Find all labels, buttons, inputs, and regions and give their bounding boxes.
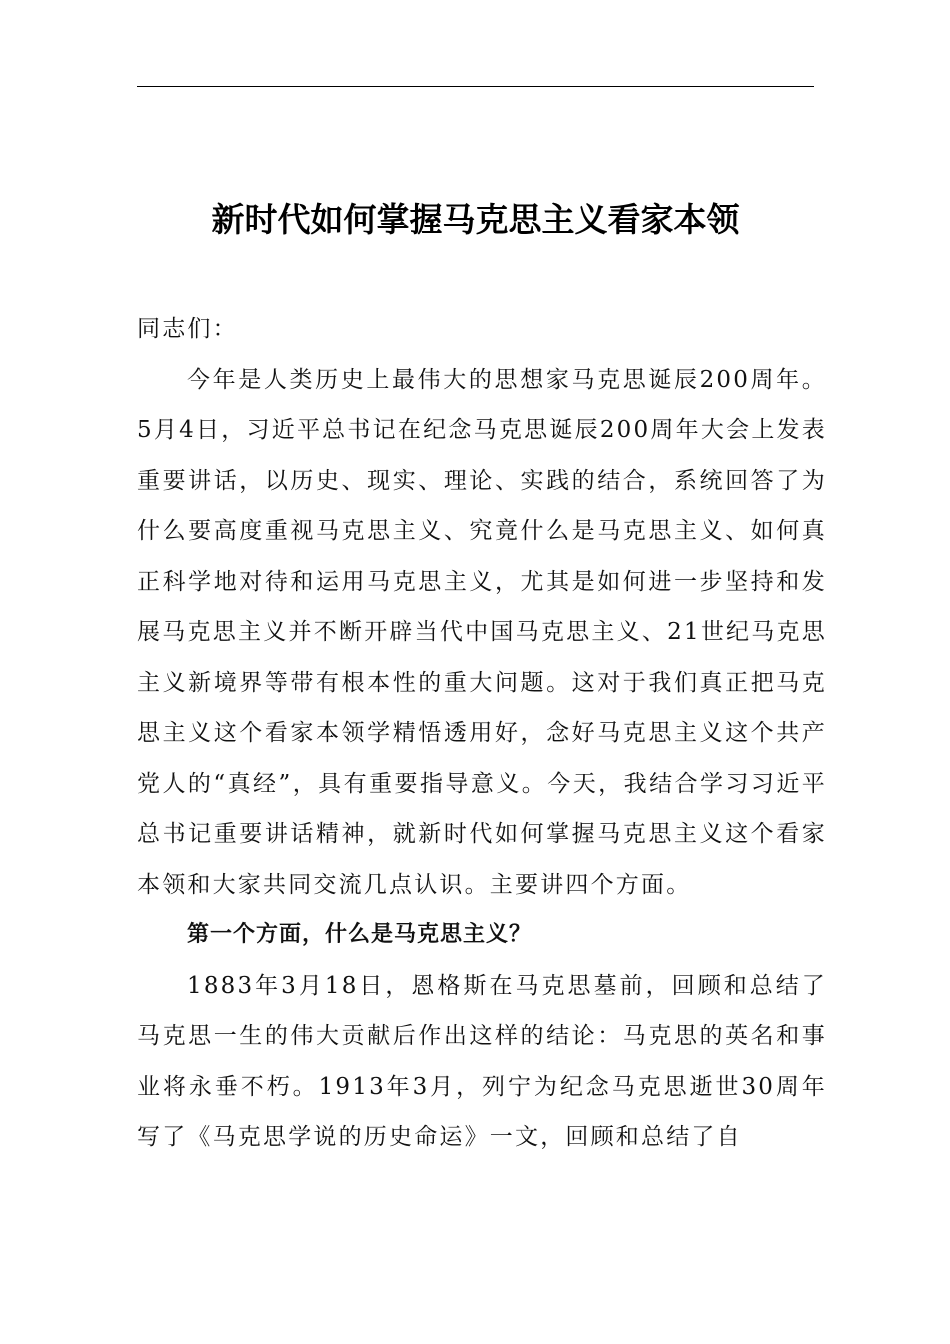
salutation: 同志们： bbox=[137, 316, 238, 342]
document-title: 新时代如何掌握马克思主义看家本领 bbox=[211, 200, 740, 239]
paragraph-intro: 今年是人类历史上最伟大的思想家马克思诞辰200周年。5月4日，习近平总书记在纪念马克思诞辰200周年大会上发表重要讲话，以历史、现实、理论、实践的结合，系统回答了为什么要高度重视马克思主义、究竟什么是马克思主义、如何真正科学地对待和运用马克思主义，尤其是如何进一步坚持和发展马克思主义并不断开辟当代中国马克思主义、21世纪马克思主义新境界等带有根本性的重大问题。这对于我们真正把马克思主义这个看家本领学精悟透用好，念好马克思主义这个共产党人的“真经”，具有重要指导意义。今天，我结合学习习近平总书记重要讲话精神，就新时代如何掌握马克思主义这个看家本领和大家共同交流几点认识。主要讲四个方面。 bbox=[137, 366, 827, 898]
header-rule bbox=[137, 86, 814, 87]
document-body bbox=[137, 304, 827, 1163]
paragraph-section-1: 1883年3月18日，恩格斯在马克思墓前，回顾和总结了马克思一生的伟大贡献后作出这样的结论：马克思的英名和事业将永垂不朽。1913年3月，列宁为纪念马克思逝世30周年写了《马克思学说的历史命运》一文，回顾和总结了自 bbox=[137, 972, 827, 1150]
section-heading-1: 第一个方面，什么是马克思主义？ bbox=[187, 922, 533, 947]
